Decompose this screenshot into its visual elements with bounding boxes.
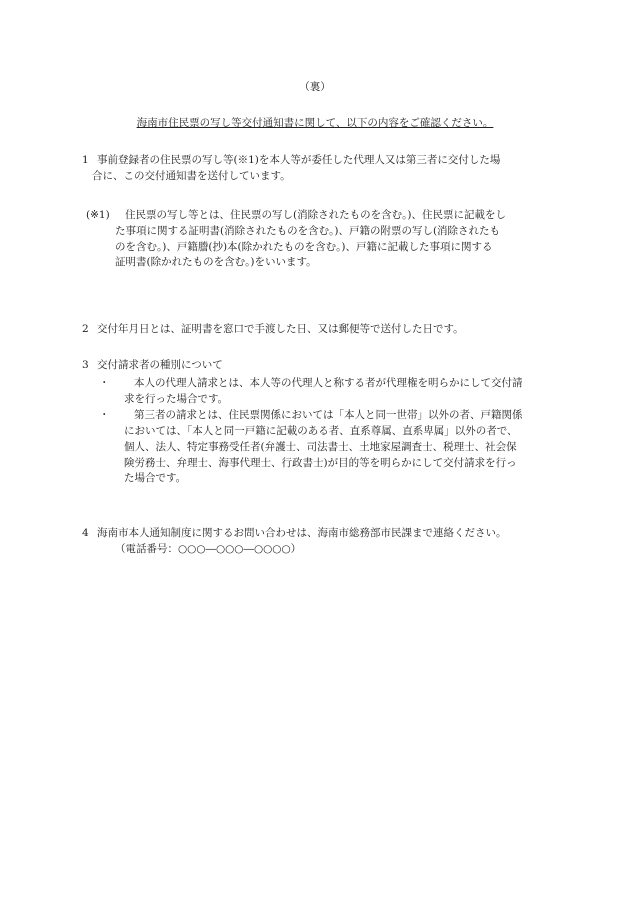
section-1-line-1: 事前登録者の住民票の写し等(※1)を本人等が委任した代理人又は第三者に交付した場 — [97, 154, 501, 166]
section-1-line-2: 合に、この交付通知書を送付しています。 — [92, 169, 291, 182]
item-2-line-1: 第三者の請求とは、住民票関係においては「本人と同一世帯」以外の者、戸籍関係 — [134, 409, 523, 422]
item-2-line-2: においては、「本人と同一戸籍に記載のある者、直系尊属、直系卑属」以外の者で、 — [124, 425, 518, 437]
bullet-icon: ・ — [99, 376, 110, 389]
section-1 — [82, 153, 552, 185]
bullet-icon: ・ — [99, 409, 110, 422]
note-1-line-1: 住民票の写し等とは、住民票の写し(消除されたものを含む。)、住民票に記載をし — [125, 209, 506, 221]
section-3-text: 交付請求者の種別について — [97, 359, 223, 371]
note-1-line-4: 証明書(除かれたものを含む。)をいいます。 — [115, 256, 317, 269]
note-1-line-2: た事項に関する証明書(消除されたものを含む。)、戸籍の附票の写し(消除されたも — [115, 224, 501, 237]
section-3-number: 3 — [82, 359, 89, 371]
section-3 — [82, 358, 552, 488]
contact-phone: （電話番号：○○○―○○○―○○○○） — [115, 542, 302, 555]
document-title — [0, 116, 630, 132]
section-4-text: 海南市本人通知制度に関するお問い合わせは、海南市総務部市民課まで連絡ください。 — [97, 527, 507, 539]
list-item — [99, 408, 552, 487]
item-2-line-5: た場合です。 — [124, 472, 187, 485]
note-1-label: (※1) — [86, 209, 110, 221]
section-4 — [82, 526, 552, 558]
item-1-line-2: 求を行った場合です。 — [124, 392, 229, 405]
document-title-text: 海南市住民票の写し等交付通知書に関して、以下の内容をご確認ください。 — [136, 117, 494, 129]
section-2-number: 2 — [82, 323, 89, 335]
section-2-text: 交付年月日とは、証明書を窓口で手渡した日、又は郵便等で送付した日です。 — [97, 323, 464, 335]
item-1-line-1: 本人の代理人請求とは、本人等の代理人と称する者が代理権を明らかにして交付請 — [134, 376, 523, 389]
note-1 — [86, 208, 556, 271]
note-1-line-3: のを含む。)、戸籍謄(抄)本(除かれたものを含む。)、戸籍に記載した事項に関する — [115, 240, 493, 253]
section-4-number: 4 — [82, 527, 89, 539]
item-2-line-3: 個人、法人、特定事務受任者(弁護士、司法書士、土地家屋調査士、税理士、社会保 — [124, 440, 517, 453]
section-2 — [82, 322, 552, 338]
section-1-number: 1 — [82, 154, 89, 166]
item-2-line-4: 険労務士、弁理士、海事代理士、行政書士)が目的等を明らかにして交付請求を行っ — [124, 456, 517, 469]
list-item — [99, 376, 552, 408]
page-heading: （裏） — [299, 81, 331, 93]
